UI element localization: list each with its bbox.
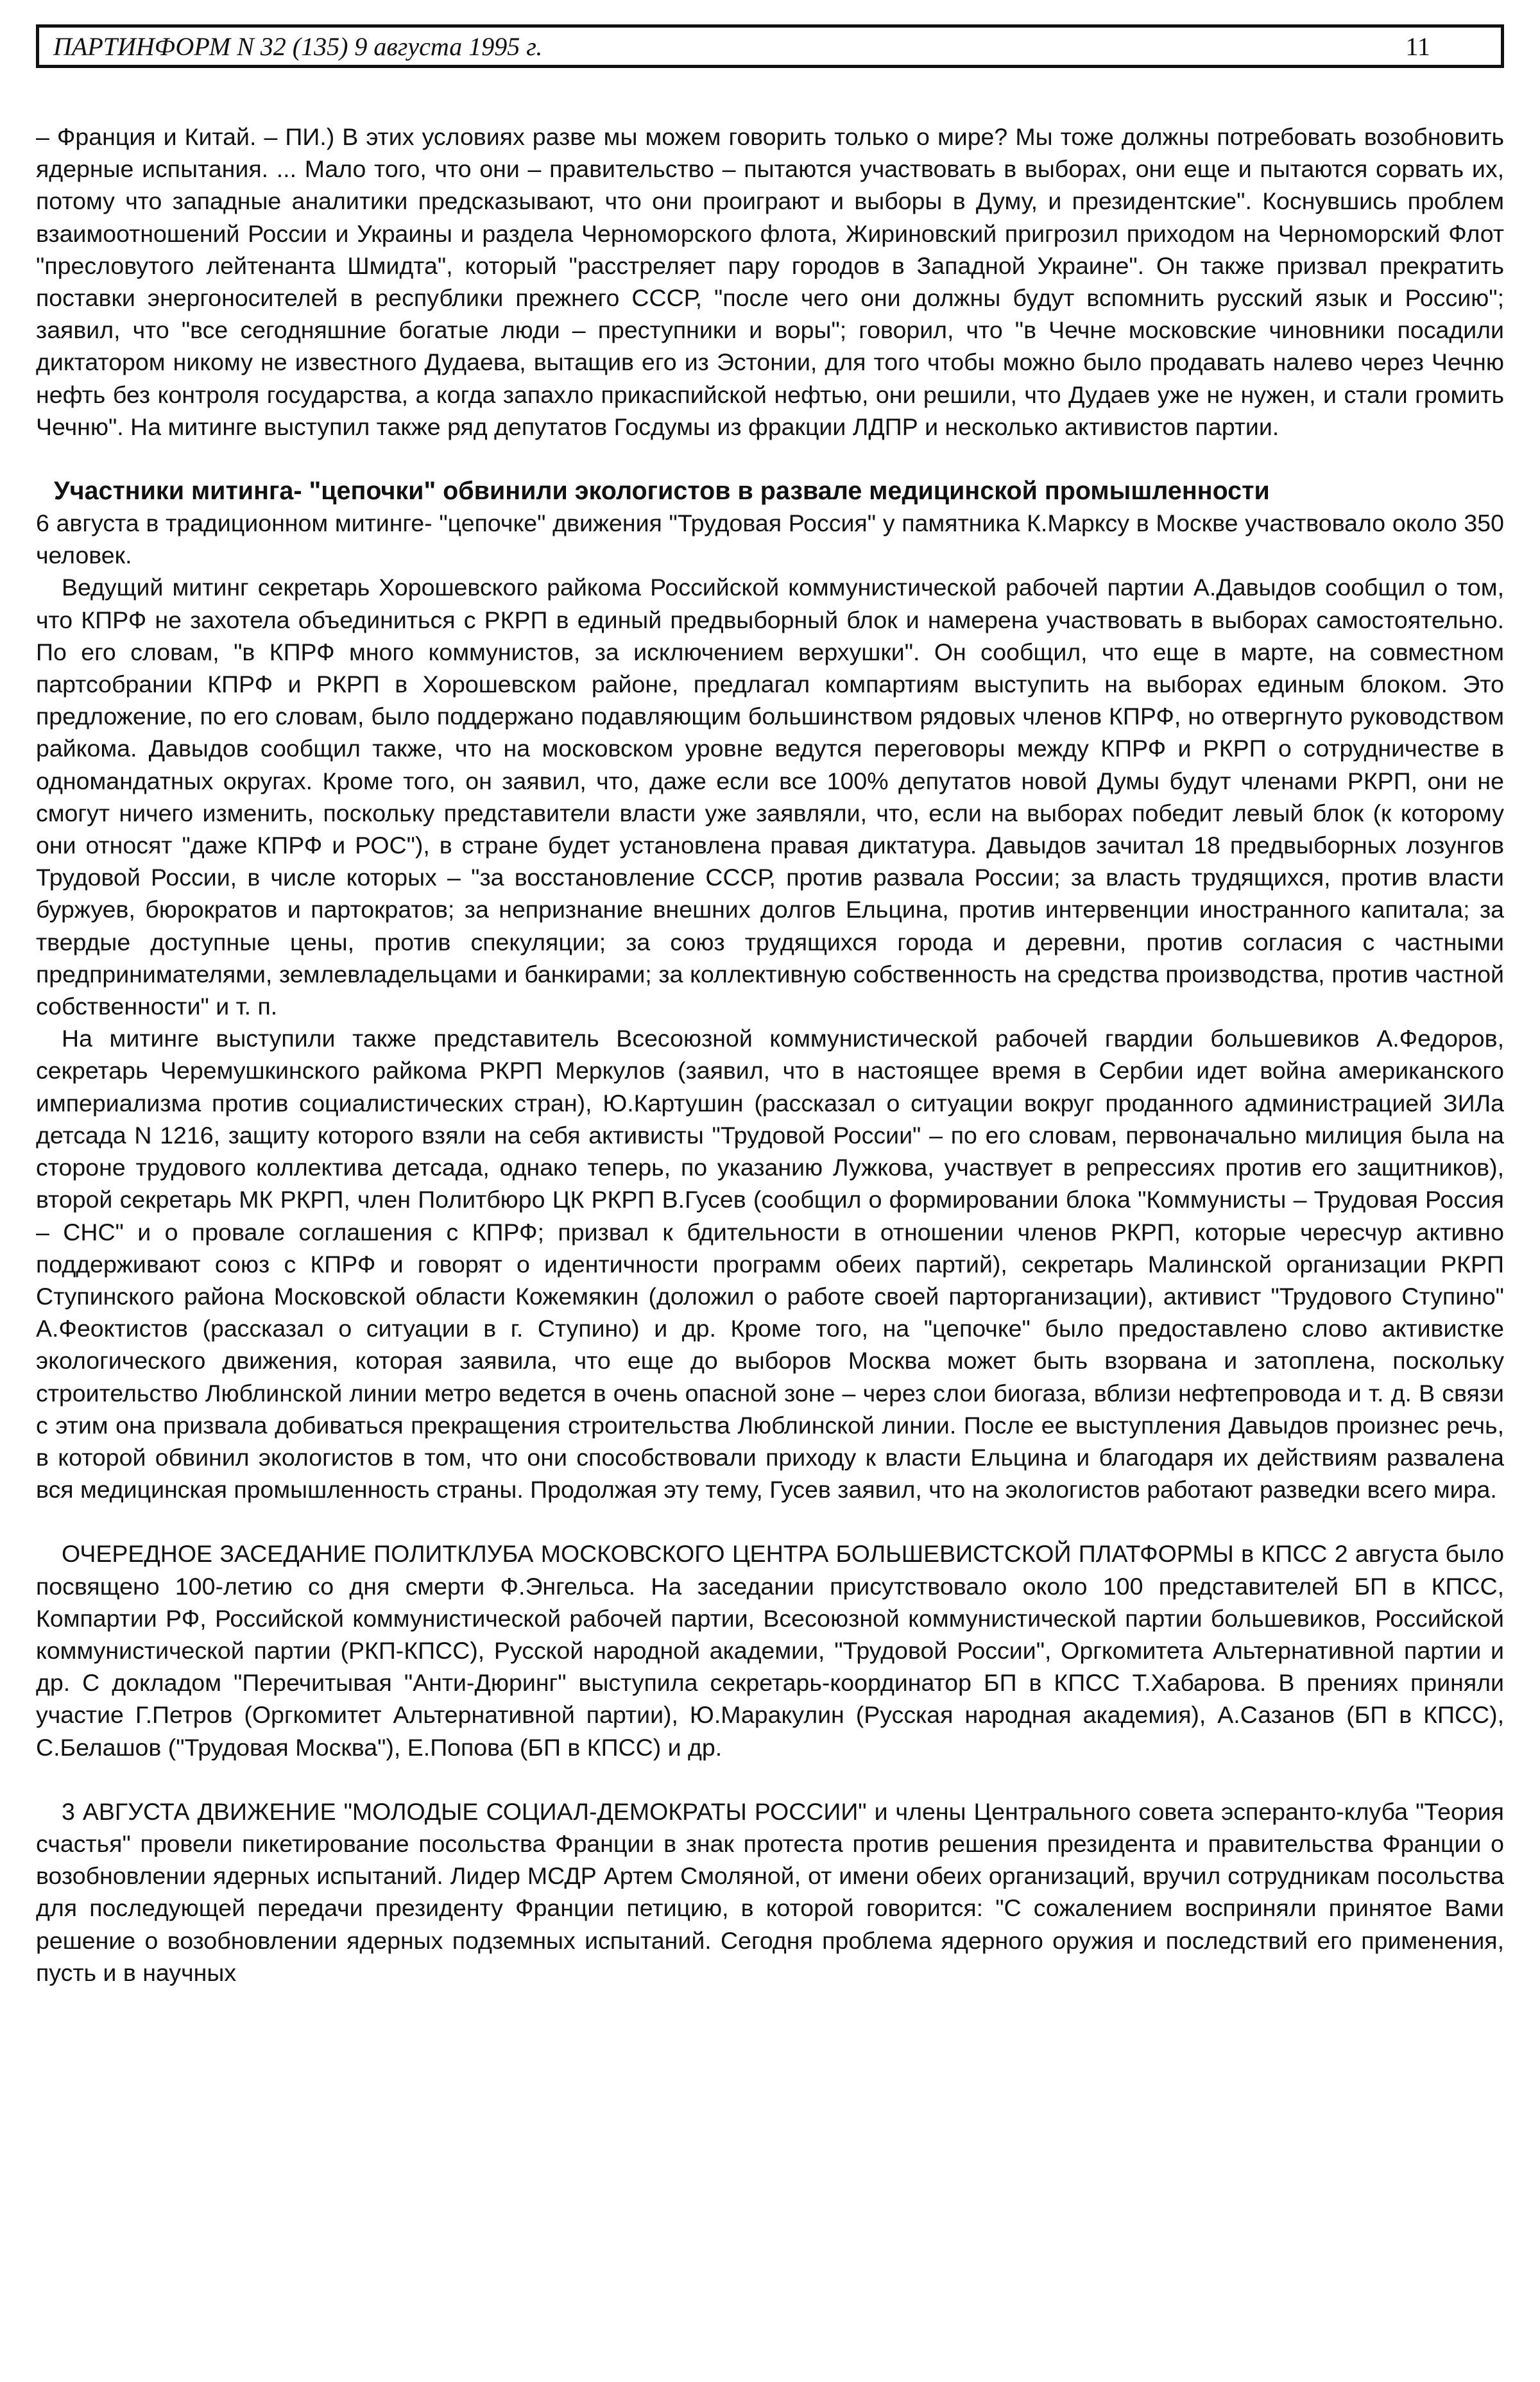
page-header [36, 24, 1504, 68]
article2-paragraph-3: На митинге выступили также представитель Всесоюзной коммунистической рабочей гвардии большевиков А.Федоров, секретарь Черемушкинского райкома РКРП Меркулов (заявил, что в настоящее время в Сербии идет война американского империализма против социалистических стран), Ю.Картушин (рассказал о ситуации вокруг проданного администрацией ЗИЛа детсада N 1216, защиту которого взяли на себя активисты "Трудовой России" – по его словам, первоначально милиция была на стороне трудового коллектива детсада, однако теперь, по указанию Лужкова, участвует в репрессиях против его защитников), второй секретарь МК РКРП, член Политбюро ЦК РКРП В.Гусев (сообщил о формировании блока "Коммунисты – Трудовая Россия – СНС" и о провале соглашения с КПРФ; призвал к бдительности в отношении членов РКРП, которые чересчур активно поддерживают союз с КПРФ и говорят о идентичности программ обеих партий), секретарь Малинской организации РКРП Ступинского района Московской области Кожемякин (доложил о работе своей парторганизации), активист "Трудового Ступино" А.Феоктистов (рассказал о ситуации в г. Ступино) и др. Кроме того, на "цепочке" было предоставлено слово активистке экологического движения, которая заявила, что еще до выборов Москва может быть взорвана и затоплена, поскольку строительство Люблинской линии метро ведется в очень опасной зоне – через слои биогаза, вблизи нефтепровода и т. д. В связи с этим она призвала добиваться прекращения строительства Люблинской линии. После ее выступления Давыдов произнес речь, в которой обвинил экологистов в том, что они способствовали приходу к власти Ельцина и благодаря их действиям развалена вся медицинская промышленность страны. Продолжая эту тему, Гусев заявил, что на экологистов работают разведки всего мира. [36, 1025, 1504, 1504]
article3-paragraph: ОЧЕРЕДНОЕ ЗАСЕДАНИЕ ПОЛИТКЛУБА МОСКОВСКОГО ЦЕНТРА БОЛЬШЕВИСТСКОЙ ПЛАТФОРМЫ в КПСС 2 августа было посвящено 100-летию со дня смерти Ф.Энгельса. На заседании присутствовало около 100 представителей БП в КПСС, Компартии РФ, Российской коммунистической рабочей партии, Всесоюзной коммунистической партии большевиков, Российской коммунистической партии (РКП-КПСС), Русской народной академии, "Трудовой России", Оргкомитета Альтернативной партии и др. С докладом "Перечитывая "Анти-Дюринг" выступила секретарь-координатор БП в КПСС Т.Хабарова. В прениях приняли участие Г.Петров (Оргкомитет Альтернативной партии), Ю.Маракулин (Русская народная академия), А.Сазанов (БП в КПСС), С.Белашов ("Трудовая Москва"), Е.Попова (БП в КПСС) и др. [36, 1540, 1504, 1761]
article1-paragraph: – Франция и Китай. – ПИ.) В этих условиях разве мы можем говорить только о мире? Мы тоже должны потребовать возобновить ядерные испытания. ... Мало того, что они – правительство – пытаются участвовать в выборах, они еще и пытаются сорвать их, потому что западные аналитики предсказывают, что они проиграют и выборы в Думу, и президентские". Коснувшись проблем взаимоотношений России и Украины и раздела Черноморского флота, Жириновский пригрозил приходом на Черноморский Флот "пресловутого лейтенанта Шмидта", который "расстреляет пару городов в Западной Украине". Он также призвал прекратить поставки энергоносителей в республики прежнего СССР, "после чего они должны будут вспомнить русский язык и Россию"; заявил, что "все сегодняшние богатые люди – преступники и воры"; говорил, что "в Чечне московские чиновники посадили диктатором никому не известного Дудаева, вытащив его из Эстонии, для того чтобы можно было продавать налево через Чечню нефть без контроля государства, а когда запахло прикаспийской нефтью, они решили, что Дудаев уже не нужен, и стали громить Чечню". На митинге выступил также ряд депутатов Госдумы из фракции ЛДПР и несколько активистов партии. [36, 123, 1504, 440]
section-gap [36, 1505, 1504, 1538]
article2-headline: Участники митинга- "цепочки" обвинили экологистов в развале медицинской промышленности [54, 477, 1270, 506]
page-number: 11 [1405, 31, 1430, 61]
article4-paragraph: 3 АВГУСТА ДВИЖЕНИЕ "МОЛОДЫЕ СОЦИАЛ-ДЕМОКРАТЫ РОССИИ" и члены Центрального совета эсперанто-клуба "Теория счастья" провели пикетирование посольства Франции в знак протеста против решения президента и правительства Франции о возобновлении ядерных испытаний. Лидер МСДР Артем Смоляной, от имени обеих организаций, вручил сотрудникам посольства для последующей передачи президенту Франции петицию, в которой говорится: "С сожалением восприняли принятое Вами решение о возобновлении ядерных подземных испытаний. Сегодня проблема ядерного оружия и последствий его применения, пусть и в научных [36, 1797, 1504, 1986]
newspaper-page [36, 24, 1504, 1986]
issue-title: ПАРТИНФОРМ N 32 (135) 9 августа 1995 г. [53, 31, 543, 61]
article-body [36, 121, 1504, 1989]
section-gap [36, 443, 1504, 475]
article2-paragraph-1: 6 августа в традиционном митинге- "цепочке" движения "Трудовая Россия" у памятника К.Марксу в Москве участвовало около 350 человек. [36, 510, 1504, 569]
article2-paragraph-2: Ведущий митинг секретарь Хорошевского райкома Российской коммунистической рабочей партии А.Давыдов сообщил о том, что КПРФ не захотела объединиться с РКРП в единый предвыборный блок и намерена участвовать в выборах самостоятельно. По его словам, "в КПРФ много коммунистов, за исключением верхушки". Он сообщил, что еще в марте, на совместном партсобрании КПРФ и РКРП в Хорошевском районе, предлагал компартиям выступить на выборах единым блоком. Это предложение, по его словам, было поддержано подавляющим большинством рядовых членов КПРФ, но отвергнуто руководством райкома. Давыдов сообщил также, что на московском уровне ведутся переговоры между КПРФ и РКРП о сотрудничестве в одномандатных округах. Кроме того, он заявил, что, даже если все 100% депутатов новой Думы будут членами РКРП, они не смогут ничего изменить, поскольку представители власти уже заявляли, что, если на выборах победит левый блок (к которому они относят "даже КПРФ и РОС"), в стране будет установлена правая диктатура. Давыдов зачитал 18 предвыборных лозунгов Трудовой России, в числе которых – "за восстановление СССР, против развала России; за власть трудящихся, против власти буржуев, бюрократов и партократов; за непризнание внешних долгов Ельцина, против интервенции иностранного капитала; за твердые доступные цены, против спекуляции; за союз трудящихся города и деревни, против согласия с частными предпринимателями, землевладельцами и банкирами; за коллективную собственность на средства производства, против частной собственности" и т. п. [36, 574, 1504, 1020]
section-gap [36, 1763, 1504, 1795]
